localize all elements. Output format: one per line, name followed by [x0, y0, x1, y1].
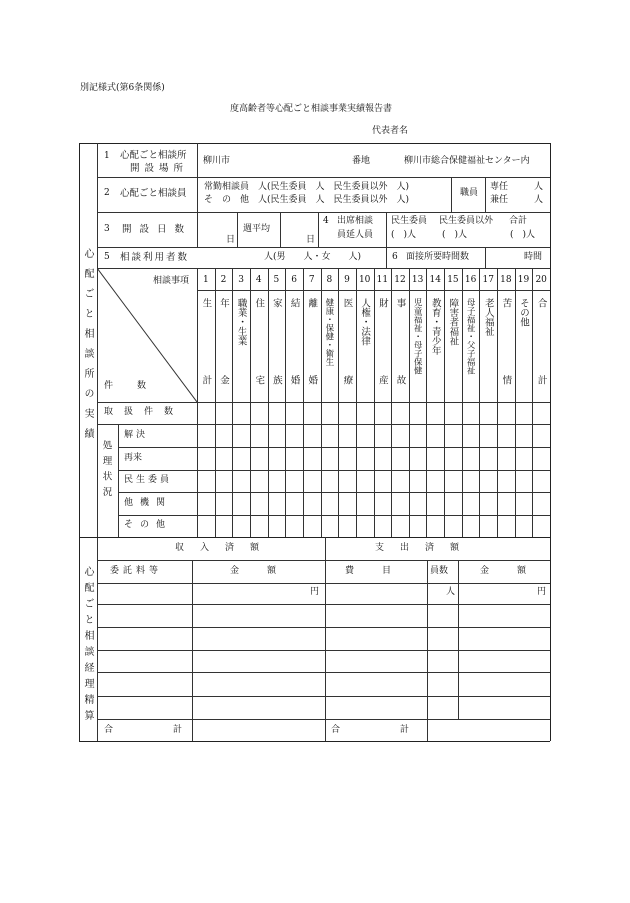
row4-label-line2: 員延人員: [337, 230, 374, 240]
row1-label-line2: 開設場所: [130, 163, 189, 174]
persons-unit: 人: [446, 587, 456, 597]
row1-num: 1: [104, 151, 110, 161]
consult-col-num: 19: [517, 275, 530, 285]
row2-num: 2: [104, 188, 110, 198]
consult-col-num: 12: [394, 275, 406, 285]
page-title: 度高齢者等心配ごと相談事業実績報告書: [230, 104, 393, 114]
consult-col-divider: [303, 268, 304, 537]
row4-num: 4: [323, 216, 329, 226]
row1-facility: 柳川市総合保健福祉センター内: [404, 156, 530, 166]
form-label: 別記様式(第6条関係): [80, 83, 165, 93]
row2-label: 心配ごと相談員: [120, 188, 187, 199]
consult-col-divider: [356, 268, 357, 537]
consult-col-num: 20: [535, 275, 547, 285]
consult-col-divider: [462, 268, 463, 537]
consult-col-label: その他: [518, 298, 530, 327]
consult-col-label: 教育・青少年: [429, 298, 441, 355]
expense-yen: 円: [537, 587, 547, 597]
consult-col-label: 合 計: [535, 298, 547, 384]
persons-label: 員数: [430, 566, 449, 576]
process-item-0: 解決: [124, 430, 149, 440]
consult-col-divider: [321, 268, 322, 537]
consult-col-label: 住 宅: [253, 298, 265, 384]
consult-col-num: 16: [464, 275, 477, 285]
consult-col-divider: [268, 268, 269, 537]
consult-col-num: 8: [326, 275, 333, 285]
consult-col-num: 10: [358, 275, 371, 285]
row1-label-line1: 心配ごと相談所: [120, 150, 187, 161]
income-yen: 円: [310, 587, 320, 597]
income-header: 収入済額: [175, 543, 276, 553]
row5-label: 相談利用者数: [120, 252, 190, 263]
consult-col-label: 家 族: [270, 298, 282, 384]
consult-col-divider: [232, 268, 233, 537]
consult-col-divider: [515, 268, 516, 537]
expense-header: 支出済額: [375, 543, 476, 553]
consult-col-num: 4: [255, 275, 262, 285]
row4-total: 合計: [509, 216, 528, 226]
row4-paren1: ( )人: [391, 230, 417, 240]
processing-label: 処理状況: [100, 440, 112, 502]
row5-value: 人(男 人・女 人): [264, 252, 362, 262]
consult-col-label: 結 婚: [288, 298, 300, 384]
row3-num: 3: [104, 224, 110, 234]
row2-staff: 職員: [460, 188, 479, 198]
process-item-4: その他: [124, 520, 173, 530]
row1-city: 柳川市: [203, 156, 231, 166]
row2-unit1: 人: [534, 182, 544, 192]
consult-col-label: 母子福祉・父子福祉: [465, 298, 476, 375]
consult-col-label: 年 金: [217, 298, 229, 384]
handled-label: 取扱件数: [104, 407, 185, 417]
row2-parttime: 兼任: [490, 195, 509, 205]
consult-count-label: 件 数: [104, 381, 149, 391]
row2-fulltime: 専任: [490, 182, 509, 192]
consult-col-label: 生 計: [200, 298, 212, 384]
process-item-2: 民生委員: [124, 475, 173, 485]
consult-col-num: 15: [447, 275, 459, 285]
row2-line2: そ の 他 人(民生委員 人 民生委員以外 人): [204, 195, 410, 205]
row2-unit2: 人: [534, 195, 544, 205]
income-total: 合計: [104, 725, 243, 735]
section1-side-label: 心配ごと相談所の実績: [82, 248, 93, 448]
row3-weekly-avg: 週平均: [243, 224, 271, 234]
consult-col-divider: [444, 268, 445, 537]
consult-col-label: 医 療: [341, 298, 353, 384]
row4-minsei: 民生委員: [391, 216, 428, 226]
row3-day-unit2: 日: [306, 235, 316, 245]
row6-label: 面接所要時間数: [406, 252, 470, 262]
consult-col-label: 離 婚: [306, 298, 318, 384]
consult-col-num: 3: [238, 275, 244, 285]
consult-col-label: 苦 情: [500, 298, 512, 384]
income-item-label: 委託料等: [110, 566, 163, 576]
row4-minsei-other: 民生委員以外: [439, 216, 494, 226]
row4-label-line1: 出席相談: [337, 216, 374, 226]
consult-col-num: 2: [220, 275, 227, 285]
section2-side-label: 心配ごと相談経理精算: [82, 566, 93, 726]
expense-item-label: 費目: [345, 566, 420, 576]
expense-amount-label: 金額: [480, 566, 555, 576]
consult-col-label: 健康・保健・衛生: [323, 298, 334, 366]
consult-header: 相談事項: [153, 276, 190, 286]
consult-col-divider: [479, 268, 480, 537]
row4-paren2: ( )人: [442, 230, 468, 240]
row6-hours: 時間: [524, 252, 543, 262]
consult-col-divider: [409, 268, 410, 537]
representative-label: 代表者名: [372, 126, 409, 136]
row3-label: 開設日数: [122, 224, 193, 235]
consult-col-divider: [215, 268, 216, 537]
consult-col-num: 7: [308, 275, 315, 285]
consult-col-label: 老人福祉: [482, 298, 494, 336]
consult-col-divider: [497, 268, 498, 537]
consult-col-label: 職業・生業: [235, 298, 247, 346]
consult-col-num: 6: [291, 275, 297, 285]
process-item-3: 他機関: [124, 498, 173, 508]
consult-col-num: 17: [482, 275, 494, 285]
consult-col-num: 18: [500, 275, 512, 285]
consult-col-label: 事 故: [394, 298, 406, 384]
consult-col-divider: [285, 268, 286, 537]
consult-col-num: 1: [202, 275, 209, 285]
consult-col-label: 人権・法律: [359, 298, 371, 346]
consult-col-num: 9: [344, 275, 350, 285]
consult-col-divider: [532, 268, 533, 537]
income-amount-label: 金額: [230, 566, 305, 576]
expense-total: 合計: [331, 725, 470, 735]
consult-col-label: 財 産: [376, 298, 388, 384]
row6-num: 6: [392, 252, 398, 262]
row5-num: 5: [104, 252, 110, 262]
consult-col-divider: [338, 268, 339, 537]
row2-line1: 常勤相談員 人(民生委員 人 民生委員以外 人): [204, 182, 410, 192]
consult-col-label: 児童福祉・母子保健: [412, 298, 423, 375]
row4-paren3: ( )人: [510, 230, 536, 240]
process-item-1: 再来: [124, 453, 143, 463]
consult-col-num: 5: [273, 275, 280, 285]
consult-col-divider: [426, 268, 427, 537]
consult-col-num: 13: [411, 275, 424, 285]
consult-col-num: 11: [376, 275, 389, 285]
consult-col-num: 14: [429, 275, 441, 285]
row1-banchi: 番地: [352, 156, 371, 166]
consult-col-divider: [391, 268, 392, 537]
consult-col-divider: [197, 268, 198, 537]
consult-col-label: 障害者福祉: [447, 298, 459, 346]
consult-col-divider: [374, 268, 375, 537]
consult-col-divider: [250, 268, 251, 537]
row3-day-unit: 日: [226, 235, 236, 245]
